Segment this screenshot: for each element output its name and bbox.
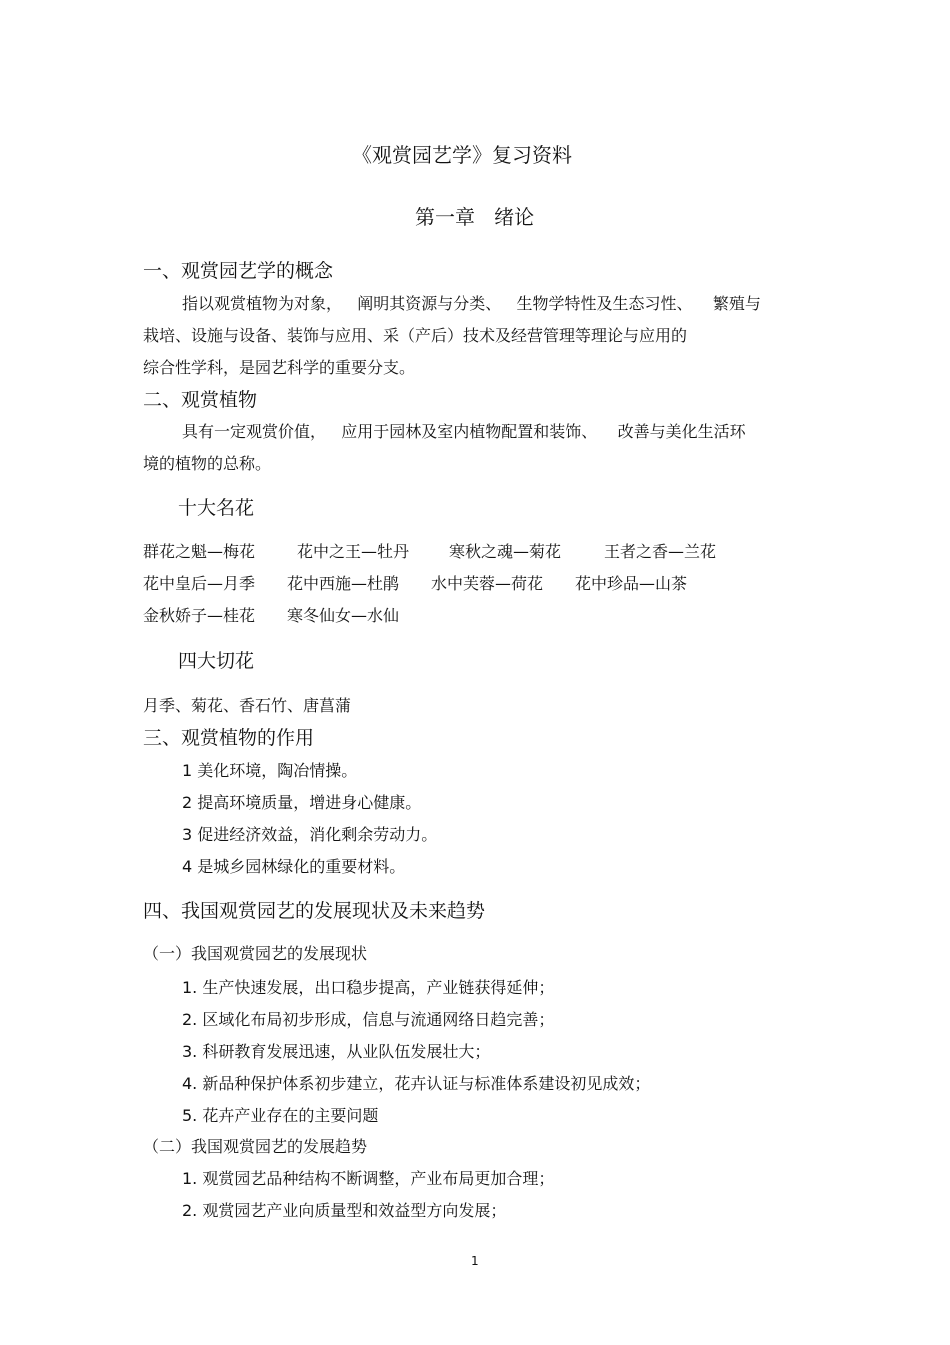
section-3-item: 4 是城乡园林绿化的重要材料。 [182, 857, 406, 876]
section-4-sub1-item: 1. 生产快速发展，出口稳步提高，产业链获得延伸； [182, 978, 555, 997]
famous-flower-item: 寒秋之魂—菊花 [449, 542, 562, 561]
famous-flower-item: 王者之香—兰花 [604, 542, 717, 561]
document-title: 《观赏园艺学》复习资料 [352, 143, 572, 167]
section-4-sub1-item: 2. 区域化布局初步形成，信息与流通网络日趋完善； [182, 1010, 555, 1029]
section-3-item: 2 提高环境质量，增进身心健康。 [182, 793, 422, 812]
famous-flower-item: 花中珍品—山茶 [575, 574, 688, 593]
section-3-item: 1 美化环境，陶冶情操。 [182, 761, 358, 780]
section-1-line: 栽培、设施与设备、装饰与应用、采（产后）技术及经营管理等理论与应用的 [143, 326, 688, 345]
section-1-line: 综合性学科，是园艺科学的重要分支。 [143, 358, 416, 377]
section-4-sub2-item: 1. 观赏园艺品种结构不断调整，产业布局更加合理； [182, 1169, 555, 1188]
famous-flower-item: 花中皇后—月季 [143, 574, 256, 593]
section-3-item: 3 促进经济效益，消化剩余劳动力。 [182, 825, 438, 844]
section-4-sub1-item: 3. 科研教育发展迅速，从业队伍发展壮大； [182, 1042, 491, 1061]
page-number: 1 [471, 1254, 479, 1268]
section-2-line: 具有一定观赏价值， 应用于园林及室内植物配置和装饰、 改善与美化生活环 [182, 422, 746, 441]
chapter-title: 第一章 绪论 [415, 205, 535, 229]
famous-flower-item: 寒冬仙女—水仙 [287, 606, 400, 625]
famous-flower-item: 水中芙蓉—荷花 [431, 574, 544, 593]
famous-flower-item: 花中西施—杜鹃 [287, 574, 400, 593]
section-4-heading: 四、我国观赏园艺的发展现状及未来趋势 [143, 900, 486, 922]
section-1-line: 指以观赏植物为对象， 阐明其资源与分类、 生物学特性及生态习性、 繁殖与 [182, 294, 761, 313]
section-4-sub1-item: 5. 花卉产业存在的主要问题 [182, 1106, 379, 1125]
section-4-sub2-item: 2. 观赏园艺产业向质量型和效益型方向发展； [182, 1201, 507, 1220]
section-4-sub1-heading: （一）我国观赏园艺的发展现状 [143, 944, 368, 963]
section-1-heading: 一、观赏园艺学的概念 [143, 260, 334, 282]
cut-flowers-heading: 四大切花 [178, 650, 255, 672]
section-4-sub2-heading: （二）我国观赏园艺的发展趋势 [143, 1137, 368, 1156]
famous-flower-item: 金秋娇子—桂花 [143, 606, 256, 625]
famous-flowers-heading: 十大名花 [178, 497, 255, 519]
famous-flower-item: 群花之魁—梅花 [143, 542, 256, 561]
section-4-sub1-item: 4. 新品种保护体系初步建立，花卉认证与标准体系建设初见成效； [182, 1074, 651, 1093]
famous-flower-item: 花中之王—牡丹 [297, 542, 410, 561]
section-2-heading: 二、观赏植物 [143, 389, 258, 411]
cut-flowers-text: 月季、菊花、香石竹、唐菖蒲 [143, 696, 352, 715]
section-3-heading: 三、观赏植物的作用 [143, 727, 315, 749]
section-2-line: 境的植物的总称。 [143, 454, 272, 473]
